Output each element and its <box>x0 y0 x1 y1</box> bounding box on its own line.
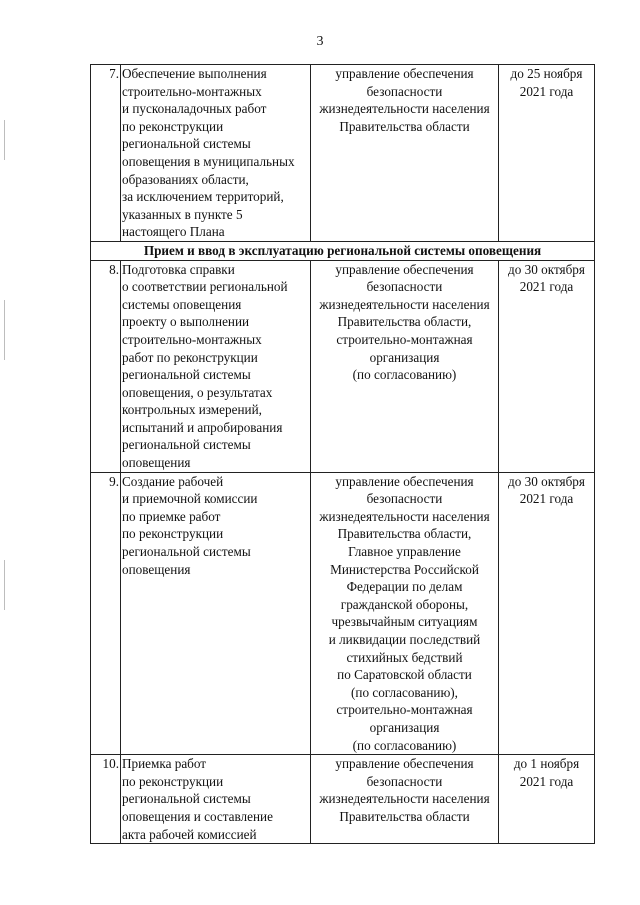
item-responsible-line: (по согласованию) <box>352 367 457 383</box>
table-row <box>91 755 595 844</box>
item-responsible-line: стихийных бедствий <box>346 649 463 665</box>
item-activity-line: контрольных измерений, <box>122 402 262 418</box>
item-responsible-line: безопасности <box>366 279 443 295</box>
item-responsible-line: Правительства области, <box>337 526 472 542</box>
page-number: 3 <box>316 34 324 49</box>
item-activity-line: Подготовка справки <box>122 261 235 277</box>
item-activity-line: по реконструкции <box>122 118 224 134</box>
item-responsible-line: (по согласованию), <box>351 684 458 700</box>
item-activity-line: указанных в пункте 5 <box>122 206 243 222</box>
item-activity-line: испытаний и апробирования <box>122 419 283 435</box>
item-deadline-line: 2021 года <box>519 491 574 507</box>
item-responsible-line: Главное управление <box>348 544 461 560</box>
item-deadline-line: 2021 года <box>519 773 574 789</box>
item-responsible-line: Федерации по делам <box>346 579 463 595</box>
item-deadline-line: до 30 октября <box>508 261 585 277</box>
item-responsible-line: Министерства Российской <box>330 561 479 577</box>
item-activity-line: региональной системы <box>122 544 251 560</box>
item-activity-line: Создание рабочей <box>122 473 224 489</box>
item-deadline-line: до 25 ноября <box>510 66 583 81</box>
item-activity-line: системы оповещения <box>122 296 242 312</box>
item-responsible-line: жизнедеятельности населения <box>319 101 490 117</box>
item-responsible-line: безопасности <box>366 773 443 789</box>
item-responsible-line: жизнедеятельности населения <box>319 791 490 807</box>
item-activity-line: оповещения и составление <box>122 808 273 824</box>
item-activity-line: акта рабочей комиссией <box>122 826 257 842</box>
item-responsible <box>311 755 499 844</box>
item-activity-line: работ по реконструкции <box>122 349 258 365</box>
item-responsible <box>311 472 499 755</box>
item-responsible-line: организация <box>369 719 440 735</box>
item-responsible <box>311 65 499 242</box>
item-responsible-line: и ликвидации последствий <box>328 632 481 647</box>
item-responsible-line: управление обеспечения <box>335 473 474 489</box>
item-responsible-line: по Саратовской области <box>337 667 472 683</box>
table-row <box>91 260 595 472</box>
table-row <box>91 65 595 242</box>
item-responsible-line: управление обеспечения <box>335 756 474 772</box>
item-responsible <box>311 260 499 472</box>
item-responsible-line: управление обеспечения <box>335 261 474 277</box>
item-number: 9. <box>91 472 121 755</box>
item-responsible-line: жизнедеятельности населения <box>319 296 490 312</box>
section-header-group <box>91 241 595 260</box>
item-activity-line: настоящего Плана <box>122 224 225 240</box>
item-responsible-line: Правительства области <box>339 118 470 134</box>
scan-edge-mark <box>4 560 5 610</box>
item-number: 10. <box>91 755 121 844</box>
item-activity-line: проекту о выполнении <box>122 314 250 330</box>
item-deadline-line: 2021 года <box>519 83 574 99</box>
plan-table-bottom <box>91 260 595 844</box>
item-responsible-line: строительно-монтажная <box>336 331 473 347</box>
item-activity-line: и пусконаладочных работ <box>122 101 267 117</box>
item-responsible-line: безопасности <box>366 83 443 99</box>
item-responsible-line: управление обеспечения <box>335 66 474 81</box>
item-activity-line: и приемочной комиссии <box>122 491 258 507</box>
item-responsible-line: безопасности <box>366 491 443 507</box>
item-activity <box>121 755 311 844</box>
item-deadline <box>499 755 595 844</box>
item-activity <box>121 260 311 472</box>
item-activity-line: региональной системы <box>122 136 251 152</box>
table-row <box>91 472 595 755</box>
item-deadline-line: 2021 года <box>519 279 574 295</box>
item-activity-line: о соответствии региональной <box>122 279 288 295</box>
item-activity-line: оповещения <box>122 561 191 577</box>
item-deadline <box>499 260 595 472</box>
item-activity-line: строительно-монтажных <box>122 331 262 347</box>
item-responsible-line: чрезвычайным ситуациям <box>331 614 478 630</box>
item-activity-line: по приемке работ <box>122 508 221 524</box>
item-deadline <box>499 65 595 242</box>
item-responsible-line: гражданской обороны, <box>340 596 469 612</box>
item-activity-line: по реконструкции <box>122 773 224 789</box>
item-activity-line: за исключением территорий, <box>122 189 284 205</box>
item-activity-line: Обеспечение выполнения <box>122 66 267 81</box>
item-activity-line: по реконструкции <box>122 526 224 542</box>
item-responsible-line: организация <box>369 349 440 365</box>
scan-edge-mark <box>4 300 5 360</box>
item-responsible-line: строительно-монтажная <box>336 702 473 718</box>
item-activity-line: оповещения в муниципальных <box>122 153 295 169</box>
item-activity-line: Приемка работ <box>122 756 207 772</box>
item-activity-line: образованиях области, <box>122 171 249 187</box>
item-number: 7. <box>91 65 121 242</box>
item-activity-line: оповещения <box>122 455 191 471</box>
item-activity <box>121 472 311 755</box>
item-number: 8. <box>91 260 121 472</box>
plan-table-top <box>91 65 595 242</box>
item-deadline-line: до 30 октября <box>508 473 585 489</box>
item-responsible-line: Правительства области <box>339 808 470 824</box>
section-row <box>91 241 595 260</box>
item-deadline-line: до 1 ноября <box>513 756 580 772</box>
item-activity-line: региональной системы <box>122 367 251 383</box>
section-title: Прием и ввод в эксплуатацию региональной системы оповещения <box>91 241 595 260</box>
item-activity-line: оповещения, о результатах <box>122 384 273 400</box>
item-activity-line: региональной системы <box>122 437 251 453</box>
plan-table <box>90 64 595 844</box>
item-responsible-line: Правительства области, <box>337 314 472 330</box>
item-activity-line: региональной системы <box>122 791 251 807</box>
item-activity-line: строительно-монтажных <box>122 83 262 99</box>
scan-edge-mark <box>4 120 5 160</box>
item-responsible-line: жизнедеятельности населения <box>319 508 490 524</box>
item-activity <box>121 65 311 242</box>
item-responsible-line: (по согласованию) <box>352 737 457 753</box>
item-deadline <box>499 472 595 755</box>
